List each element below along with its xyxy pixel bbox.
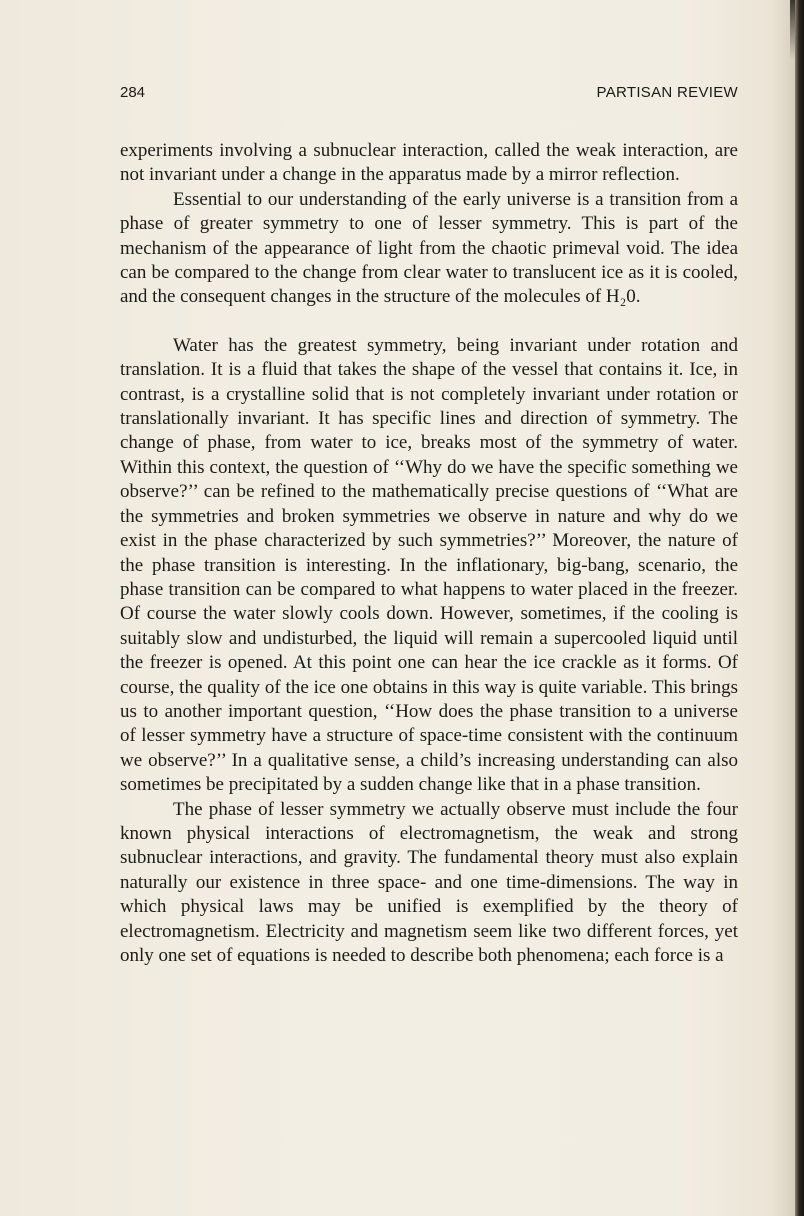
paragraph-water-symmetry: Water has the greatest symmetry, being invariant under rotation and translation. It is a fluid that takes the shape of the vessel that contains it. Ice, in contrast, is a crystalline solid that is not completely invariant under rotation or translationally invariant. It has specific lines and direction of symmetry. The change of phase, from water to ice, breaks most of the symmetry of water. Within this context, the question of ‘‘Why do we have the specific something we observe?’’ can be refined to the mathematically precise questions of ‘‘What are the symmetries and broken symmetries we observe in nature and why do we exist in the phase characterized by such symmetries?’’ Moreover, the nature of the phase transition is interesting. In the inflationary, big-bang, scenario, the phase transition can be compared to what happens to water placed in the freezer. Of course the water slowly cools down. However, sometimes, if the cooling is suitably slow and undisturbed, the liquid will remain a supercooled liquid until the freezer is opened. At this point one can hear the ice crackle as it forms. Of course, the quality of the ice one obtains in this way is quite variable. This brings us to another important question, ‘‘How does the phase transition to a universe of lesser symmetry have a structure of space-time consistent with the continuum we observe?’’ In a qualitative sense, a child’s increasing understanding can also sometimes be precipitated by a sudden change like that in a phase transition.: [120, 334, 738, 796]
paragraph-continuation: experiments involving a subnuclear interaction, called the weak interaction, are not invariant under a change in the apparatus made by a mirror reflection.: [120, 140, 738, 186]
paragraph-lesser-symmetry: The phase of lesser symmetry we actually observe must include the four known physical interactions of electromagnetism, the weak and strong subnuclear interactions, and gravity. The fundamental theory must also explain naturally our existence in three space- and one time-dimensions. The way in which physical laws may be unified is exemplified by the theory of electromagnetism. Electricity and magnetism seem like two different forces, yet only one set of equations is needed to describe both phenomena; each force is a: [120, 798, 738, 966]
book-spine-edge: [795, 0, 804, 1216]
paragraph-phase-transition: Essential to our understanding of the early universe is a transition from a phase of greater symmetry to one of lesser symmetry. This is part of the mechanism of the appearance of light from the chaotic primeval void. The idea can be compared to the change from clear water to translucent ice as it is cooled, and the consequent changes in the structure of the molecules of H₂0.: [120, 188, 738, 308]
running-head: PARTISAN REVIEW: [596, 84, 738, 101]
page-number: 284: [120, 84, 146, 101]
page-header: [120, 84, 738, 106]
body-text: [120, 139, 738, 968]
